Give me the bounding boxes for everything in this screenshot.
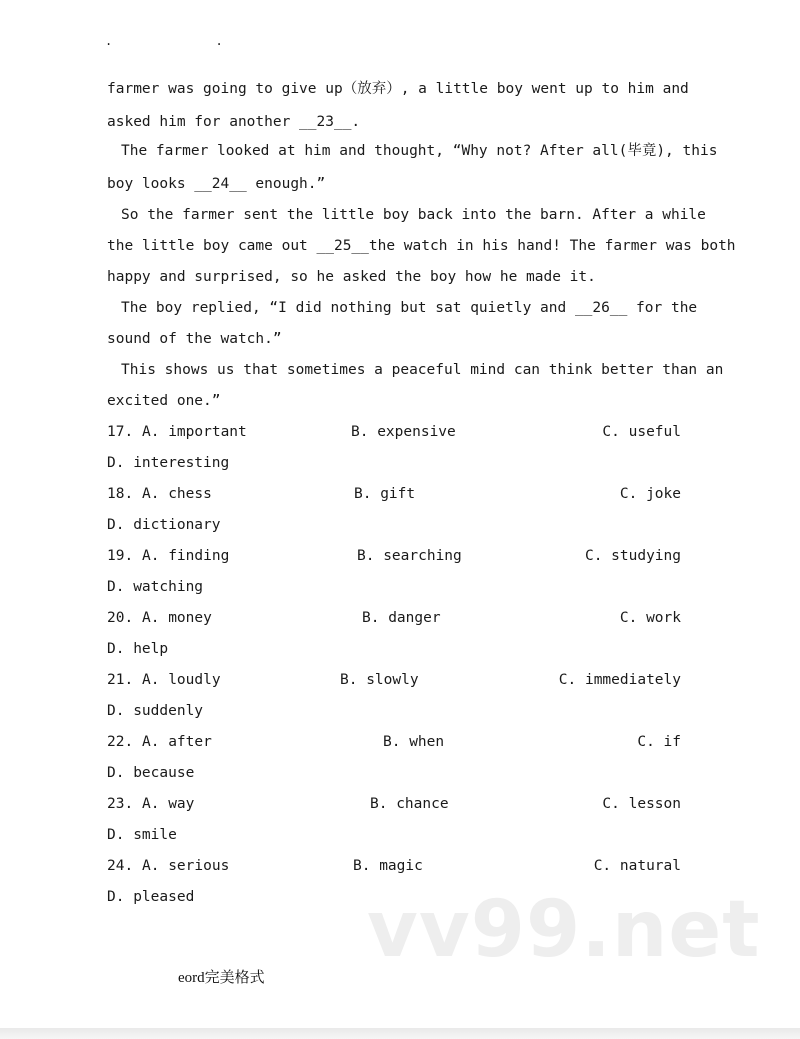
option-a: A. serious [142, 858, 230, 874]
option-d: D. dictionary [107, 517, 221, 533]
question-21-row [107, 670, 681, 690]
option-b: B. chance [370, 796, 449, 812]
option-a: A. way [142, 796, 195, 812]
option-d: D. smile [107, 827, 177, 843]
passage-line: The boy replied, “I did nothing but sat quietly and __26__ for the [121, 300, 698, 316]
question-number: 22. [107, 734, 134, 750]
passage-line: excited one.” [107, 393, 221, 409]
question-number: 19. [107, 548, 134, 564]
option-b: B. expensive [351, 424, 456, 440]
passage-line: So the farmer sent the little boy back into the barn. After a while [121, 207, 706, 223]
option-a: A. finding [142, 548, 230, 564]
option-c: C. joke [619, 486, 681, 502]
question-20-option-d [107, 639, 681, 659]
option-d: D. watching [107, 579, 204, 595]
header-dots: . . [105, 34, 271, 48]
option-b: B. magic [353, 858, 423, 874]
option-d: D. pleased [107, 889, 195, 905]
option-a: A. important [142, 424, 247, 440]
passage-line: happy and surprised, so he asked the boy how he made it. [107, 269, 596, 285]
question-18-option-d [107, 515, 681, 535]
question-17-option-d [107, 453, 681, 473]
question-20-row [107, 608, 681, 628]
passage-line: boy looks __24__ enough.” [107, 176, 326, 192]
footer-text: eord完美格式 [178, 970, 265, 986]
passage-line: The farmer looked at him and thought, “Why not? After all(毕竟), this [121, 143, 718, 159]
option-c: C. immediately [558, 672, 681, 688]
option-c: C. lesson [602, 796, 681, 812]
question-24-row [107, 856, 681, 876]
question-number: 21. [107, 672, 134, 688]
question-number: 18. [107, 486, 134, 502]
question-22-row [107, 732, 681, 752]
question-17-row [107, 422, 681, 442]
option-c: C. studying [584, 548, 681, 564]
question-number: 20. [107, 610, 134, 626]
option-b: B. danger [362, 610, 441, 626]
passage-line: This shows us that sometimes a peaceful mind can think better than an [121, 362, 724, 378]
passage-line: sound of the watch.” [107, 331, 282, 347]
question-21-option-d [107, 701, 681, 721]
question-23-row [107, 794, 681, 814]
option-a: A. loudly [142, 672, 221, 688]
passage-line: the little boy came out __25__the watch in his hand! The farmer was both [107, 238, 736, 254]
option-d: D. interesting [107, 455, 230, 471]
question-number: 24. [107, 858, 134, 874]
option-b: B. slowly [340, 672, 419, 688]
option-c: C. if [637, 734, 681, 750]
question-22-option-d [107, 763, 681, 783]
passage-line: asked him for another __23__. [107, 114, 361, 130]
option-a: A. after [142, 734, 212, 750]
option-d: D. because [107, 765, 195, 781]
option-c: C. natural [593, 858, 681, 874]
question-23-option-d [107, 825, 681, 845]
passage-line: farmer was going to give up（放弃）, a little boy went up to him and [107, 81, 689, 97]
question-number: 23. [107, 796, 134, 812]
page-bottom-edge [0, 1028, 800, 1039]
question-19-option-d [107, 577, 681, 597]
option-c: C. work [619, 610, 681, 626]
option-b: B. when [383, 734, 445, 750]
option-b: B. gift [354, 486, 416, 502]
option-a: A. money [142, 610, 212, 626]
option-d: D. help [107, 641, 169, 657]
watermark: vv99.net [367, 885, 761, 975]
option-c: C. useful [602, 424, 681, 440]
option-a: A. chess [142, 486, 212, 502]
question-19-row [107, 546, 681, 566]
option-b: B. searching [357, 548, 462, 564]
question-number: 17. [107, 424, 134, 440]
option-d: D. suddenly [107, 703, 204, 719]
question-18-row [107, 484, 681, 504]
